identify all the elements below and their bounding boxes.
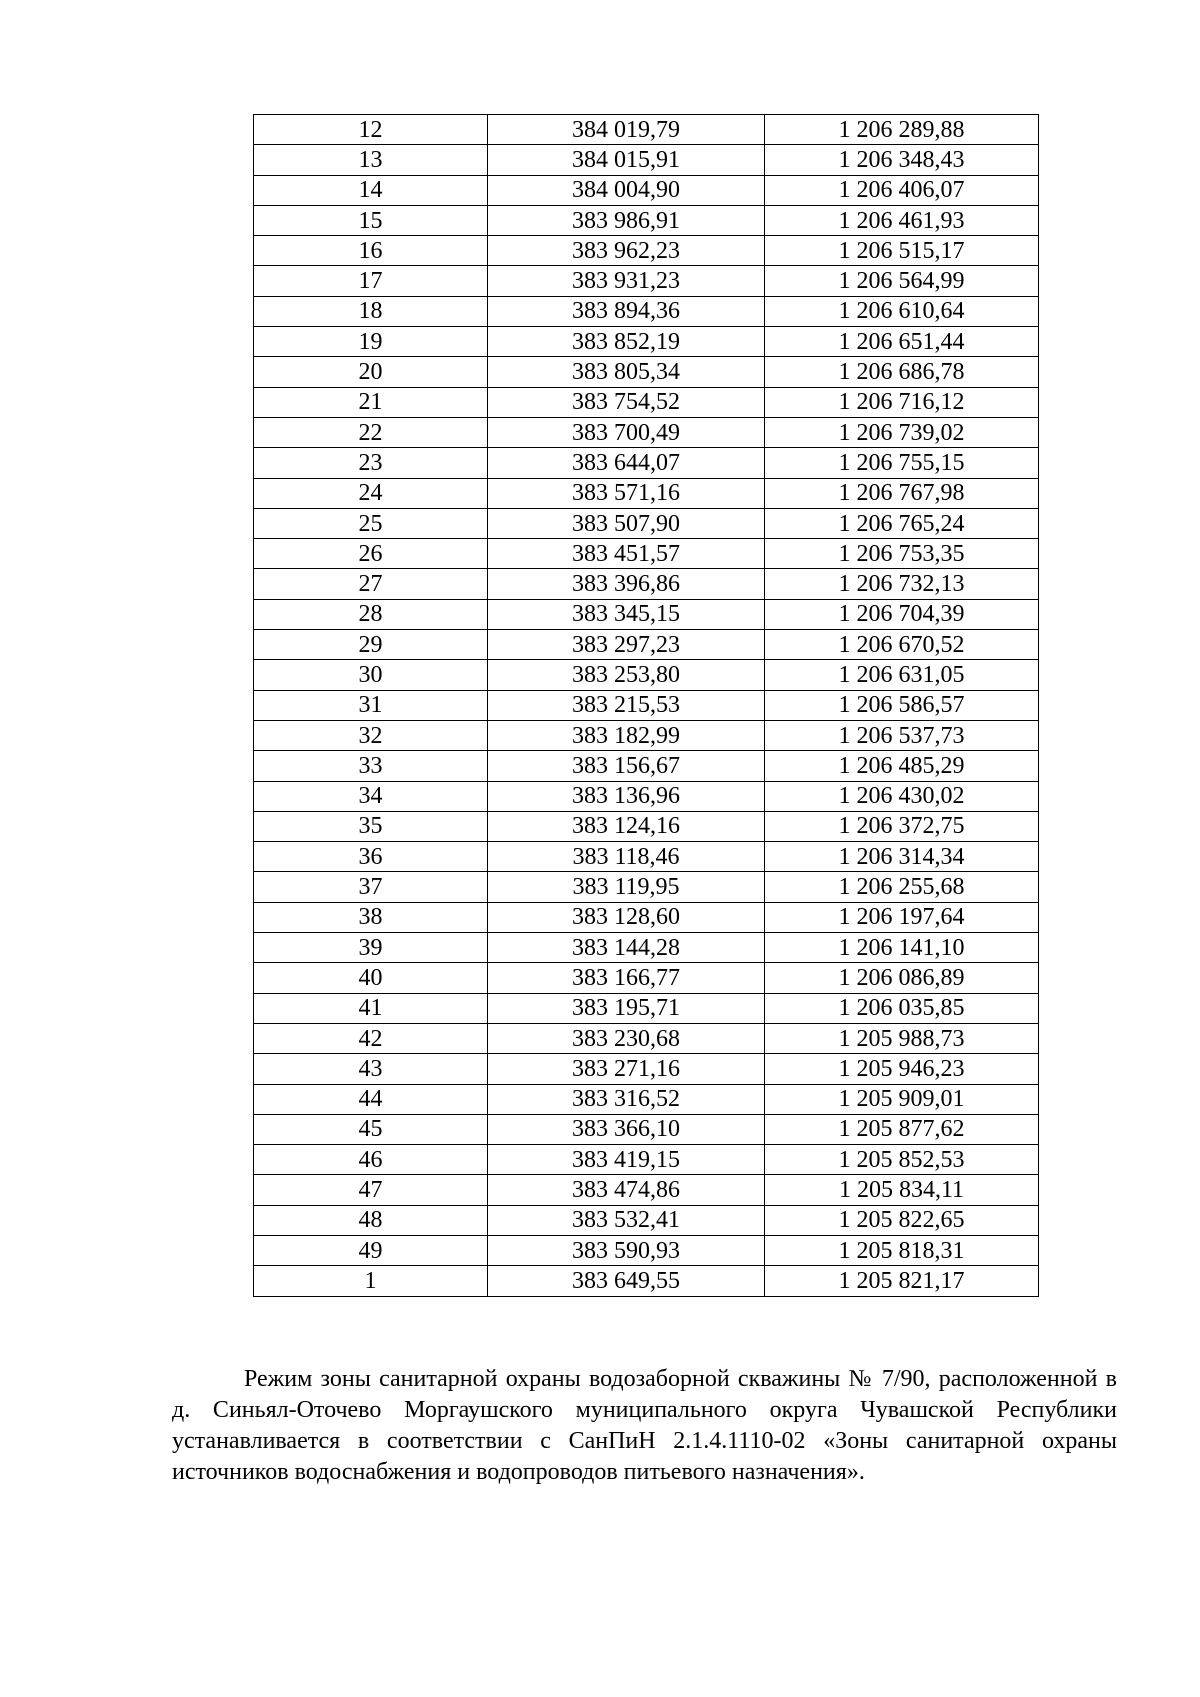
y-coordinate-cell: 1 206 732,13	[765, 569, 1039, 599]
y-coordinate-cell: 1 206 704,39	[765, 599, 1039, 629]
y-coordinate-cell: 1 206 461,93	[765, 205, 1039, 235]
table-row	[254, 205, 1039, 235]
table-row	[254, 660, 1039, 690]
x-coordinate-cell: 383 128,60	[488, 902, 765, 932]
table-row	[254, 963, 1039, 993]
table-row	[254, 417, 1039, 447]
y-coordinate-cell: 1 206 765,24	[765, 508, 1039, 538]
x-coordinate-cell: 384 004,90	[488, 175, 765, 205]
table-row	[254, 1145, 1039, 1175]
coordinates-table-body	[254, 115, 1039, 1297]
table-row	[254, 327, 1039, 357]
x-coordinate-cell: 383 590,93	[488, 1235, 765, 1265]
point-number-cell: 14	[254, 175, 488, 205]
point-number-cell: 16	[254, 236, 488, 266]
table-row	[254, 236, 1039, 266]
table-row	[254, 751, 1039, 781]
point-number-cell: 47	[254, 1175, 488, 1205]
point-number-cell: 15	[254, 205, 488, 235]
point-number-cell: 29	[254, 630, 488, 660]
table-row	[254, 1266, 1039, 1296]
table-row	[254, 145, 1039, 175]
x-coordinate-cell: 383 182,99	[488, 720, 765, 750]
point-number-cell: 49	[254, 1235, 488, 1265]
x-coordinate-cell: 383 962,23	[488, 236, 765, 266]
x-coordinate-cell: 383 215,53	[488, 690, 765, 720]
y-coordinate-cell: 1 205 909,01	[765, 1084, 1039, 1114]
x-coordinate-cell: 383 345,15	[488, 599, 765, 629]
x-coordinate-cell: 383 144,28	[488, 933, 765, 963]
point-number-cell: 17	[254, 266, 488, 296]
point-number-cell: 30	[254, 660, 488, 690]
y-coordinate-cell: 1 206 515,17	[765, 236, 1039, 266]
point-number-cell: 41	[254, 993, 488, 1023]
point-number-cell: 28	[254, 599, 488, 629]
point-number-cell: 20	[254, 357, 488, 387]
point-number-cell: 1	[254, 1266, 488, 1296]
y-coordinate-cell: 1 206 141,10	[765, 933, 1039, 963]
point-number-cell: 13	[254, 145, 488, 175]
point-number-cell: 39	[254, 933, 488, 963]
table-row	[254, 1054, 1039, 1084]
table-row	[254, 933, 1039, 963]
point-number-cell: 12	[254, 115, 488, 145]
table-row	[254, 1084, 1039, 1114]
y-coordinate-cell: 1 206 348,43	[765, 145, 1039, 175]
y-coordinate-cell: 1 206 537,73	[765, 720, 1039, 750]
x-coordinate-cell: 383 118,46	[488, 842, 765, 872]
x-coordinate-cell: 383 124,16	[488, 811, 765, 841]
table-row	[254, 296, 1039, 326]
sanitary-zone-paragraph: Режим зоны санитарной охраны водозаборной скважины № 7/90, расположенной в д. Синьял-Оточево Моргаушского муниципального округа Чувашской Республики устанавливается в соответствии с СанПиН 2.1.4.1110-02 «Зоны санитарной охраны источников водоснабжения и водопроводов питьевого назначения».	[172, 1366, 1117, 1485]
x-coordinate-cell: 383 754,52	[488, 387, 765, 417]
y-coordinate-cell: 1 205 818,31	[765, 1235, 1039, 1265]
y-coordinate-cell: 1 206 651,44	[765, 327, 1039, 357]
table-row	[254, 902, 1039, 932]
x-coordinate-cell: 383 644,07	[488, 448, 765, 478]
point-number-cell: 40	[254, 963, 488, 993]
y-coordinate-cell: 1 206 485,29	[765, 751, 1039, 781]
y-coordinate-cell: 1 206 631,05	[765, 660, 1039, 690]
point-number-cell: 48	[254, 1205, 488, 1235]
table-row	[254, 690, 1039, 720]
point-number-cell: 46	[254, 1145, 488, 1175]
x-coordinate-cell: 384 019,79	[488, 115, 765, 145]
point-number-cell: 19	[254, 327, 488, 357]
table-row	[254, 720, 1039, 750]
x-coordinate-cell: 383 507,90	[488, 508, 765, 538]
y-coordinate-cell: 1 206 767,98	[765, 478, 1039, 508]
x-coordinate-cell: 383 316,52	[488, 1084, 765, 1114]
point-number-cell: 43	[254, 1054, 488, 1084]
y-coordinate-cell: 1 205 852,53	[765, 1145, 1039, 1175]
y-coordinate-cell: 1 205 834,11	[765, 1175, 1039, 1205]
y-coordinate-cell: 1 206 739,02	[765, 417, 1039, 447]
y-coordinate-cell: 1 206 686,78	[765, 357, 1039, 387]
x-coordinate-cell: 384 015,91	[488, 145, 765, 175]
table-row	[254, 508, 1039, 538]
table-row	[254, 1023, 1039, 1053]
y-coordinate-cell: 1 206 086,89	[765, 963, 1039, 993]
y-coordinate-cell: 1 205 877,62	[765, 1114, 1039, 1144]
point-number-cell: 42	[254, 1023, 488, 1053]
y-coordinate-cell: 1 206 670,52	[765, 630, 1039, 660]
x-coordinate-cell: 383 852,19	[488, 327, 765, 357]
table-row	[254, 1114, 1039, 1144]
x-coordinate-cell: 383 366,10	[488, 1114, 765, 1144]
y-coordinate-cell: 1 205 822,65	[765, 1205, 1039, 1235]
table-row	[254, 1235, 1039, 1265]
y-coordinate-cell: 1 206 406,07	[765, 175, 1039, 205]
x-coordinate-cell: 383 230,68	[488, 1023, 765, 1053]
x-coordinate-cell: 383 195,71	[488, 993, 765, 1023]
y-coordinate-cell: 1 205 821,17	[765, 1266, 1039, 1296]
table-row	[254, 842, 1039, 872]
table-row	[254, 630, 1039, 660]
x-coordinate-cell: 383 894,36	[488, 296, 765, 326]
x-coordinate-cell: 383 419,15	[488, 1145, 765, 1175]
y-coordinate-cell: 1 206 035,85	[765, 993, 1039, 1023]
table-row	[254, 175, 1039, 205]
y-coordinate-cell: 1 205 988,73	[765, 1023, 1039, 1053]
point-number-cell: 23	[254, 448, 488, 478]
x-coordinate-cell: 383 119,95	[488, 872, 765, 902]
point-number-cell: 45	[254, 1114, 488, 1144]
x-coordinate-cell: 383 271,16	[488, 1054, 765, 1084]
point-number-cell: 26	[254, 539, 488, 569]
y-coordinate-cell: 1 206 564,99	[765, 266, 1039, 296]
point-number-cell: 21	[254, 387, 488, 417]
table-row	[254, 1205, 1039, 1235]
point-number-cell: 27	[254, 569, 488, 599]
y-coordinate-cell: 1 206 314,34	[765, 842, 1039, 872]
point-number-cell: 44	[254, 1084, 488, 1114]
y-coordinate-cell: 1 206 716,12	[765, 387, 1039, 417]
y-coordinate-cell: 1 206 753,35	[765, 539, 1039, 569]
x-coordinate-cell: 383 451,57	[488, 539, 765, 569]
x-coordinate-cell: 383 136,96	[488, 781, 765, 811]
y-coordinate-cell: 1 206 755,15	[765, 448, 1039, 478]
table-row	[254, 539, 1039, 569]
point-number-cell: 38	[254, 902, 488, 932]
point-number-cell: 32	[254, 720, 488, 750]
x-coordinate-cell: 383 396,86	[488, 569, 765, 599]
point-number-cell: 18	[254, 296, 488, 326]
point-number-cell: 24	[254, 478, 488, 508]
x-coordinate-cell: 383 532,41	[488, 1205, 765, 1235]
table-row	[254, 448, 1039, 478]
table-row	[254, 115, 1039, 145]
point-number-cell: 25	[254, 508, 488, 538]
y-coordinate-cell: 1 206 372,75	[765, 811, 1039, 841]
y-coordinate-cell: 1 206 610,64	[765, 296, 1039, 326]
point-number-cell: 31	[254, 690, 488, 720]
point-number-cell: 34	[254, 781, 488, 811]
point-number-cell: 35	[254, 811, 488, 841]
y-coordinate-cell: 1 206 289,88	[765, 115, 1039, 145]
table-row	[254, 811, 1039, 841]
y-coordinate-cell: 1 206 430,02	[765, 781, 1039, 811]
table-row	[254, 872, 1039, 902]
x-coordinate-cell: 383 474,86	[488, 1175, 765, 1205]
x-coordinate-cell: 383 931,23	[488, 266, 765, 296]
x-coordinate-cell: 383 986,91	[488, 205, 765, 235]
table-row	[254, 478, 1039, 508]
table-row	[254, 781, 1039, 811]
y-coordinate-cell: 1 206 255,68	[765, 872, 1039, 902]
table-row	[254, 993, 1039, 1023]
x-coordinate-cell: 383 297,23	[488, 630, 765, 660]
point-number-cell: 36	[254, 842, 488, 872]
coordinates-table	[253, 114, 1039, 1297]
x-coordinate-cell: 383 571,16	[488, 478, 765, 508]
x-coordinate-cell: 383 649,55	[488, 1266, 765, 1296]
y-coordinate-cell: 1 206 586,57	[765, 690, 1039, 720]
y-coordinate-cell: 1 206 197,64	[765, 902, 1039, 932]
x-coordinate-cell: 383 166,77	[488, 963, 765, 993]
table-row	[254, 569, 1039, 599]
table-row	[254, 1175, 1039, 1205]
point-number-cell: 22	[254, 417, 488, 447]
table-row	[254, 357, 1039, 387]
x-coordinate-cell: 383 805,34	[488, 357, 765, 387]
y-coordinate-cell: 1 205 946,23	[765, 1054, 1039, 1084]
point-number-cell: 37	[254, 872, 488, 902]
x-coordinate-cell: 383 253,80	[488, 660, 765, 690]
x-coordinate-cell: 383 156,67	[488, 751, 765, 781]
table-row	[254, 387, 1039, 417]
table-row	[254, 266, 1039, 296]
point-number-cell: 33	[254, 751, 488, 781]
table-row	[254, 599, 1039, 629]
x-coordinate-cell: 383 700,49	[488, 417, 765, 447]
